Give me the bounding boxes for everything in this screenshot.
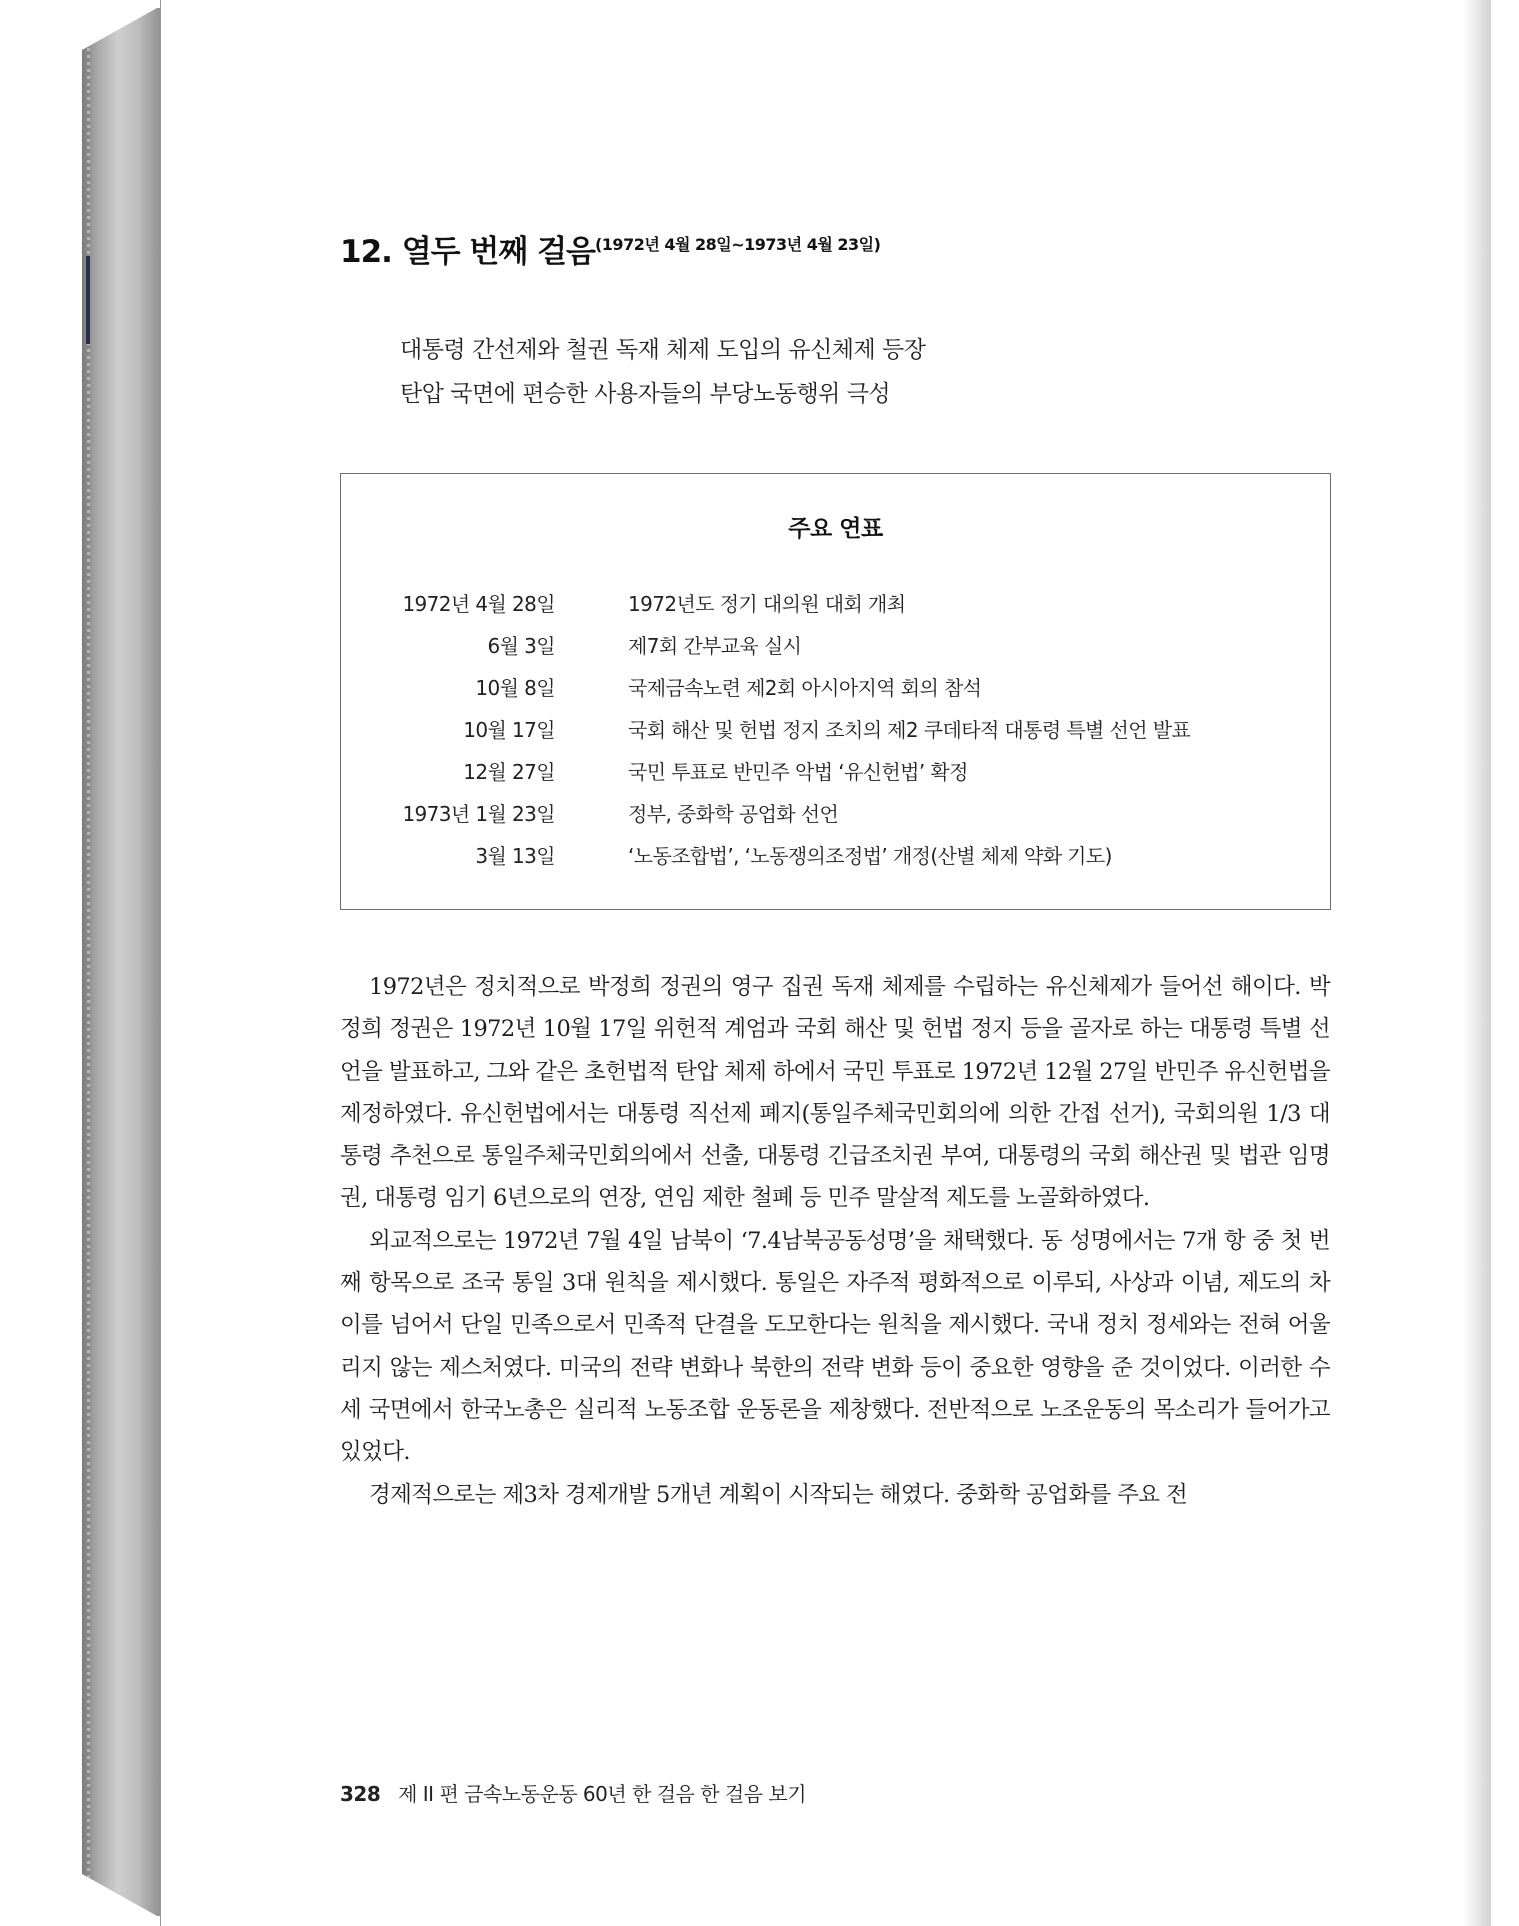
summary-line: 탄압 국면에 편승한 사용자들의 부당노동행위 극성 bbox=[400, 381, 891, 407]
body-paragraph: 경제적으로는 제3차 경제개발 5개년 계획이 시작되는 해였다. 중화학 공업화를 주요 전 bbox=[369, 1481, 1188, 1508]
summary-line: 대통령 간선제와 철권 독재 체제 도입의 유신체제 등장 bbox=[400, 337, 926, 363]
chronology-title: 주요 연표 bbox=[788, 516, 883, 542]
chronology-row bbox=[341, 748, 1330, 790]
chronology-event: 국회 해산 및 헌법 정지 조치의 제2 쿠데타적 대통령 특별 선언 발표 bbox=[628, 718, 1191, 742]
chronology-event: 1972년도 정기 대의원 대회 개최 bbox=[628, 592, 906, 616]
chronology-date: 10월 8일 bbox=[475, 676, 555, 700]
section-title bbox=[340, 226, 880, 271]
page-gutter-shadow bbox=[1463, 0, 1491, 1926]
body-text bbox=[340, 966, 1330, 1516]
spine-bookmark bbox=[86, 256, 90, 344]
chronology-box bbox=[340, 473, 1331, 910]
chronology-event: ‘노동조합법’, ‘노동쟁의조정법’ 개정(산별 체제 약화 기도) bbox=[628, 844, 1112, 868]
chronology-event: 정부, 중화학 공업화 선언 bbox=[628, 802, 839, 826]
book-page-edges bbox=[82, 8, 162, 1916]
chronology-row bbox=[341, 664, 1330, 706]
running-title: 제 II 편 금속노동운동 60년 한 걸음 한 걸음 보기 bbox=[398, 1782, 807, 1806]
chronology-date: 1973년 1월 23일 bbox=[402, 802, 555, 826]
body-paragraph: 1972년은 정치적으로 박정희 정권의 영구 집권 독재 체제를 수립하는 유신체제가 들어선 해이다. 박정희 정권은 1972년 10월 17일 위헌적 계엄과 국회 해산 및 헌법 정지 등을 골자로 하는 대통령 특별 선언을 발표하고, 그와 같은 초헌법적 탄압 체제 하에서 국민 투표로 1972년 12월 27일 반민주 유신헌법을 제정하였다. 유신헌법에서는 대통령 직선제 폐지(통일주체국민회의에 의한 간접 선거), 국회의원 1/3 대통령 추천으로 통일주체국민회의에서 선출, 대통령 긴급조치권 부여, 대통령의 국회 해산권 및 법관 임명권, 대통령 임기 6년으로의 연장, 연임 제한 철폐 등 민주 말살적 제도를 노골화하였다. bbox=[340, 974, 1330, 1212]
section-summary bbox=[400, 328, 925, 416]
chronology-event: 제7회 간부교육 실시 bbox=[628, 634, 802, 658]
chronology-row bbox=[341, 622, 1330, 664]
page-number: 328 bbox=[340, 1782, 381, 1806]
chronology-row bbox=[341, 832, 1330, 874]
chronology-event: 국민 투표로 반민주 악법 ‘유신헌법’ 확정 bbox=[628, 760, 968, 784]
page-footer bbox=[340, 1778, 806, 1807]
chronology-event: 국제금속노련 제2회 아시아지역 회의 참석 bbox=[628, 676, 982, 700]
chronology-row bbox=[341, 580, 1330, 622]
section-title-text: 12. 열두 번째 걸음 bbox=[340, 234, 595, 270]
book-page bbox=[160, 0, 1491, 1926]
chronology-row bbox=[341, 706, 1330, 748]
chronology-date: 10월 17일 bbox=[463, 718, 555, 742]
body-paragraph: 외교적으로는 1972년 7월 4일 남북이 ‘7.4남북공동성명’을 채택했다. 동 성명에서는 7개 항 중 첫 번째 항목으로 조국 통일 3대 원칙을 제시했다. 통일은 자주적 평화적으로 이루되, 사상과 이념, 제도의 차이를 넘어서 단일 민족으로서 민족적 단결을 도모한다는 원칙을 제시했다. 국내 정치 정세와는 전혀 어울리지 않는 제스처였다. 미국의 전략 변화나 북한의 전략 변화 등이 중요한 영향을 준 것이었다. 이러한 수세 국면에서 한국노총은 실리적 노동조합 운동론을 제창했다. 전반적으로 노조운동의 목소리가 들어가고 있었다. bbox=[340, 1227, 1330, 1466]
chronology-date: 1972년 4월 28일 bbox=[402, 592, 555, 616]
chronology-row bbox=[341, 790, 1330, 832]
chronology-date: 6월 3일 bbox=[487, 634, 555, 658]
chronology-date: 3월 13일 bbox=[475, 844, 555, 868]
section-date-range: (1972년 4월 28일~1973년 4월 23일) bbox=[594, 235, 881, 254]
chronology-date: 12월 27일 bbox=[463, 760, 555, 784]
